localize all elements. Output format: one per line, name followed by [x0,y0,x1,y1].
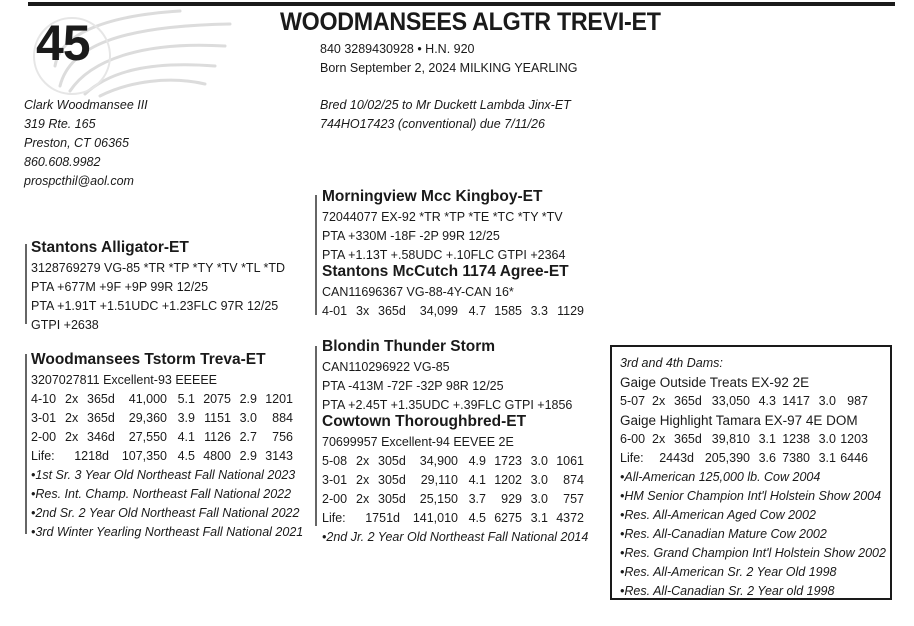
owner-phone: 860.608.9982 [24,155,101,169]
dam-sire-line: PTA -413M -72F -32P 98R 12/25 [322,379,504,393]
breeding-block [320,96,571,134]
sire-sire-name: Morningview Mcc Kingboy-ET [322,188,543,205]
sire-line: PTA +1.91T +1.51UDC +1.23FLC 97R 12/25 [31,299,279,313]
dam-block [31,349,303,542]
dam-dam-classification: 70699957 Excellent-94 EEVEE 2E [322,435,514,449]
owner-city: Preston, CT 06365 [24,136,129,150]
dam-dam-block [322,411,588,547]
dam-dam-honor: •2nd Jr. 2 Year Old Northeast Fall National 2014 [322,530,589,544]
dam-honor: •1st Sr. 3 Year Old Northeast Fall National 2023 [31,468,296,482]
sire-sire-line: PTA +1.13T +.58UDC +.10FLC GTPI +2364 [322,248,566,262]
dam-dam-record-row: 2-00 2x 305d 25,150 3.7 929 3.0 757 [322,492,584,506]
dam-dam-name: Cowtown Thoroughbred-ET [322,413,527,430]
sire-dam-record-row: 4-01 3x 365d 34,099 4.7 1585 3.3 1129 [322,304,584,318]
dam-record-row: 3-01 2x 365d 29,360 3.9 1151 3.0 884 [31,411,293,425]
dam-sire-line: PTA +2.45T +1.35UDC +.39FLC GTPI +1856 [322,398,573,412]
breeding-line-2: 744HO17423 (conventional) due 7/11/26 [320,117,545,131]
sire-name: Stantons Alligator-ET [31,239,189,256]
fourth-dam-record-row: 6-00 2x 365d 39,810 3.1 1238 3.0 1203 [620,432,868,446]
dam-classification: 3207027811 Excellent-93 EEEEE [31,373,218,387]
dam-dam-life-row: Life: 1751d 141,010 4.5 6275 3.1 4372 [322,511,584,525]
sire-bracket [25,244,27,324]
sire-sire-line: 72044077 EX-92 *TR *TP *TE *TC *TY *TV [322,210,563,224]
box-honor: •Res. All-American Aged Cow 2002 [620,508,816,522]
dam-bracket [25,354,27,534]
dam-dam-record-row: 5-08 2x 305d 34,900 4.9 1723 3.0 1061 [322,454,584,468]
third-dam-name: Gaige Outside Treats EX-92 2E [620,375,810,390]
box-honor: •All-American 125,000 lb. Cow 2004 [620,470,821,484]
owner-email: prospcthil@aol.com [24,174,134,188]
breeding-line-1: Bred 10/02/25 to Mr Duckett Lambda Jinx-ET [320,98,571,112]
born-line: Born September 2, 2024 MILKING YEARLING [320,61,578,75]
owner-street: 319 Rte. 165 [24,117,96,131]
dam-sire-line: CAN110296922 VG-85 [322,360,450,374]
owner-block [24,96,148,191]
sire-sire-block [322,186,565,265]
sire-dam-name: Stantons McCutch 1174 Agree-ET [322,263,569,280]
dam-record-row: 2-00 2x 346d 27,550 4.1 1126 2.7 756 [31,430,293,444]
box-heading: 3rd and 4th Dams: [620,356,723,370]
box-honor: •Res. All-Canadian Mature Cow 2002 [620,527,827,541]
sire-line: 3128769279 VG-85 *TR *TP *TY *TV *TL *TD [31,261,286,275]
box-honor: •HM Senior Champion Int'l Holstein Show 2004 [620,489,882,503]
sire-sire-line: PTA +330M -18F -2P 99R 12/25 [322,229,500,243]
dam-sire-block [322,336,572,415]
dam-life-row: Life: 1218d 107,350 4.5 4800 2.9 3143 [31,449,293,463]
box-honor: •Res. All-American Sr. 2 Year Old 1998 [620,565,837,579]
sire-pedigree-bracket [315,195,317,315]
dam-honor: •3rd Winter Yearling Northeast Fall National 2021 [31,525,304,539]
dam-record-row: 4-10 2x 365d 41,000 5.1 2075 2.9 1201 [31,392,293,406]
third-dam-record-row: 5-07 2x 365d 33,050 4.3 1417 3.0 987 [620,394,868,408]
animal-title: WOODMANSEES ALGTR TREVI-ET [280,8,661,36]
sire-dam-line: CAN11696367 VG-88-4Y-CAN 16* [322,285,514,299]
dam-honor: •Res. Int. Champ. Northeast Fall National 2022 [31,487,292,501]
box-honor: •Res. Grand Champion Int'l Holstein Show 2002 [620,546,886,560]
dam-dam-record-row: 3-01 2x 305d 29,110 4.1 1202 3.0 874 [322,473,584,487]
dam-name: Woodmansees Tstorm Treva-ET [31,351,266,368]
sire-block [31,237,285,335]
sire-line: PTA +677M +9F +9P 99R 12/25 [31,280,209,294]
dam-honor: •2nd Sr. 2 Year Old Northeast Fall National 2022 [31,506,300,520]
sire-line: GTPI +2638 [31,318,99,332]
box-honor: •Res. All-Canadian Sr. 2 Year old 1998 [620,584,835,598]
third-fourth-dams-box [610,345,892,600]
fourth-dam-name: Gaige Highlight Tamara EX-97 4E DOM [620,413,858,428]
lot-number: 45 [36,15,90,71]
sire-dam-block [322,261,584,321]
dam-sire-name: Blondin Thunder Storm [322,338,496,355]
dam-pedigree-bracket [315,346,317,526]
fourth-dam-life-row: Life: 2443d 205,390 3.6 7380 3.1 6446 [620,451,868,465]
registration-line: 840 3289430928 • H.N. 920 [320,42,475,56]
owner-name: Clark Woodmansee III [24,98,148,112]
